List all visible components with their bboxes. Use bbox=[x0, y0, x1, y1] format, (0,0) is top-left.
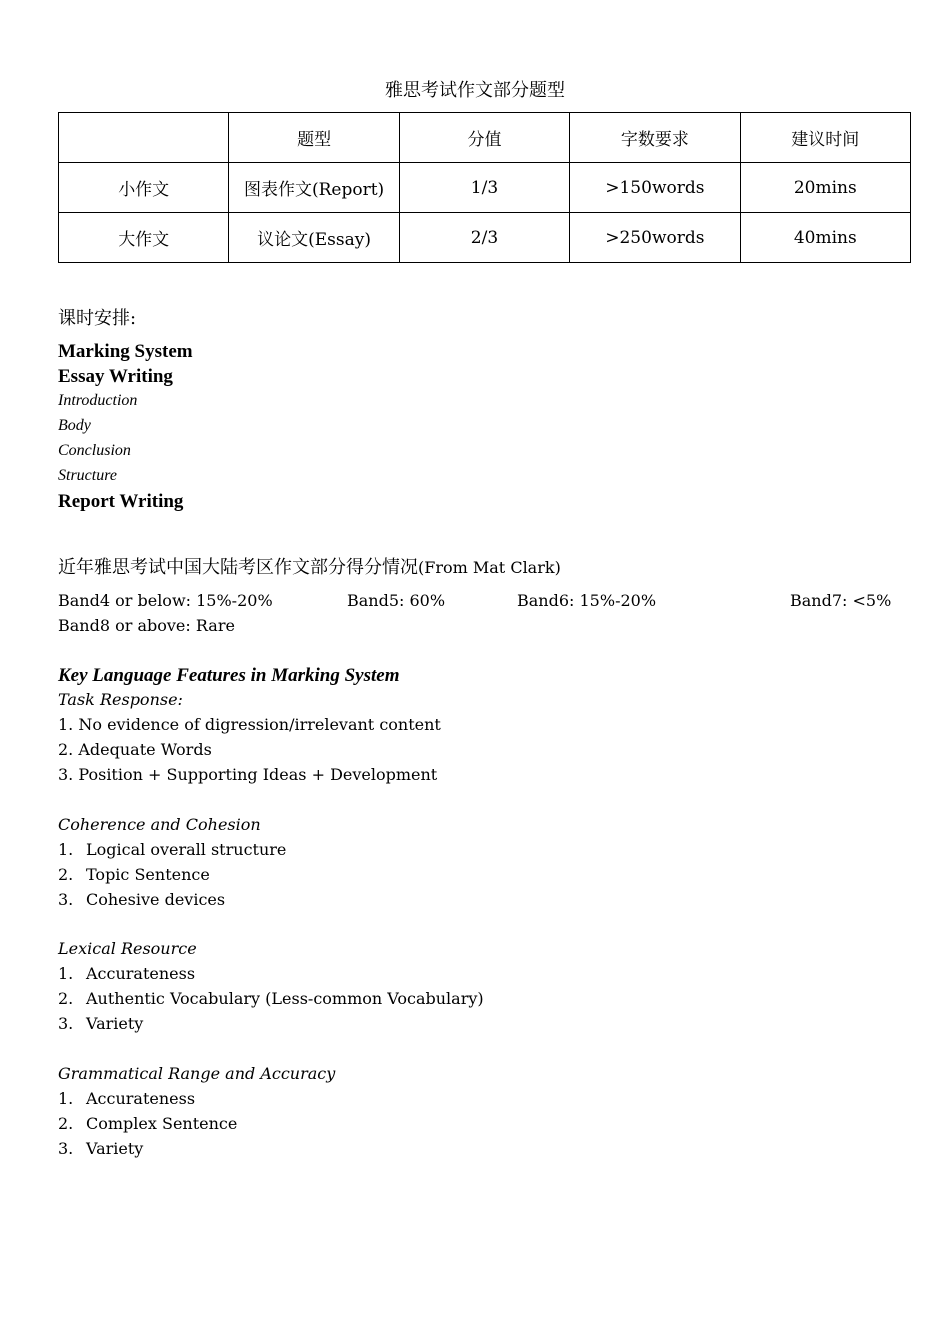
table-cell: >250words bbox=[570, 213, 740, 263]
schedule-item-introduction: Introduction bbox=[58, 392, 138, 409]
schedule-item-body: Body bbox=[58, 417, 91, 434]
list-item: 2. Adequate Words bbox=[58, 740, 212, 759]
task-response-label: Task Response: bbox=[58, 690, 183, 709]
list-number: 3. bbox=[58, 1014, 74, 1033]
list-number: 1. bbox=[58, 840, 74, 859]
schedule-item-essay-writing: Essay Writing bbox=[58, 366, 173, 387]
schedule-item-conclusion: Conclusion bbox=[58, 442, 131, 459]
page-title: 雅思考试作文部分题型 bbox=[385, 80, 565, 101]
list-item bbox=[58, 1014, 143, 1033]
band-4-stat: Band4 or below: 15%-20% bbox=[58, 591, 273, 610]
table-cell: 2/3 bbox=[399, 213, 569, 263]
table-header-row bbox=[59, 113, 911, 163]
list-text: Logical overall structure bbox=[86, 840, 287, 859]
band-5-stat: Band5: 60% bbox=[347, 591, 446, 610]
table-cell: 大作文 bbox=[59, 213, 229, 263]
list-item: 3. Position + Supporting Ideas + Development bbox=[58, 765, 438, 784]
table-row bbox=[59, 213, 911, 263]
list-number: 2. bbox=[58, 989, 74, 1008]
list-item bbox=[58, 865, 210, 884]
list-text: Variety bbox=[86, 1014, 144, 1033]
score-heading-text: 近年雅思考试中国大陆考区作文部分得分情况 bbox=[58, 557, 418, 578]
list-text: Complex Sentence bbox=[86, 1114, 238, 1133]
question-type-table bbox=[58, 112, 911, 263]
list-number: 1. bbox=[58, 964, 74, 983]
table-cell: 20mins bbox=[740, 163, 910, 213]
list-item: 1. No evidence of digression/irrelevant content bbox=[58, 715, 441, 734]
list-number: 2. bbox=[58, 1114, 74, 1133]
list-text: Variety bbox=[86, 1139, 144, 1158]
band-6-stat: Band6: 15%-20% bbox=[517, 591, 657, 610]
table-header-cell: 题型 bbox=[229, 113, 399, 163]
score-heading bbox=[58, 553, 561, 579]
schedule-item-marking-system: Marking System bbox=[58, 341, 193, 362]
schedule-item-report-writing: Report Writing bbox=[58, 491, 184, 512]
table-cell: 40mins bbox=[740, 213, 910, 263]
table-header-cell bbox=[59, 113, 229, 163]
list-number: 3. bbox=[58, 1139, 74, 1158]
table-cell: 图表作文(Report) bbox=[229, 163, 399, 213]
list-number: 2. bbox=[58, 865, 74, 884]
list-item bbox=[58, 890, 225, 909]
list-item bbox=[58, 989, 484, 1008]
table-cell: >150words bbox=[570, 163, 740, 213]
coherence-label: Coherence and Cohesion bbox=[58, 815, 261, 834]
table-row bbox=[59, 163, 911, 213]
score-source: (From Mat Clark) bbox=[418, 558, 561, 577]
table-header-cell: 字数要求 bbox=[570, 113, 740, 163]
list-item bbox=[58, 964, 195, 983]
list-item bbox=[58, 1139, 143, 1158]
table-header-cell: 建议时间 bbox=[740, 113, 910, 163]
lexical-label: Lexical Resource bbox=[58, 939, 197, 958]
features-title: Key Language Features in Marking System bbox=[58, 665, 400, 686]
band-8-stat: Band8 or above: Rare bbox=[58, 616, 235, 635]
list-number: 3. bbox=[58, 890, 74, 909]
list-item bbox=[58, 1089, 195, 1108]
list-text: Cohesive devices bbox=[86, 890, 226, 909]
list-text: Authentic Vocabulary (Less-common Vocabulary) bbox=[86, 989, 484, 1008]
schedule-heading: 课时安排: bbox=[58, 308, 137, 329]
list-text: Accurateness bbox=[86, 1089, 196, 1108]
table-cell: 1/3 bbox=[399, 163, 569, 213]
grammar-label: Grammatical Range and Accuracy bbox=[58, 1064, 336, 1083]
list-number: 1. bbox=[58, 1089, 74, 1108]
schedule-item-structure: Structure bbox=[58, 467, 117, 484]
list-item bbox=[58, 1114, 237, 1133]
band-7-stat: Band7: <5% bbox=[790, 591, 892, 610]
list-text: Accurateness bbox=[86, 964, 196, 983]
list-item bbox=[58, 840, 286, 859]
list-text: Topic Sentence bbox=[86, 865, 210, 884]
table-cell: 议论文(Essay) bbox=[229, 213, 399, 263]
table-cell: 小作文 bbox=[59, 163, 229, 213]
table-header-cell: 分值 bbox=[399, 113, 569, 163]
